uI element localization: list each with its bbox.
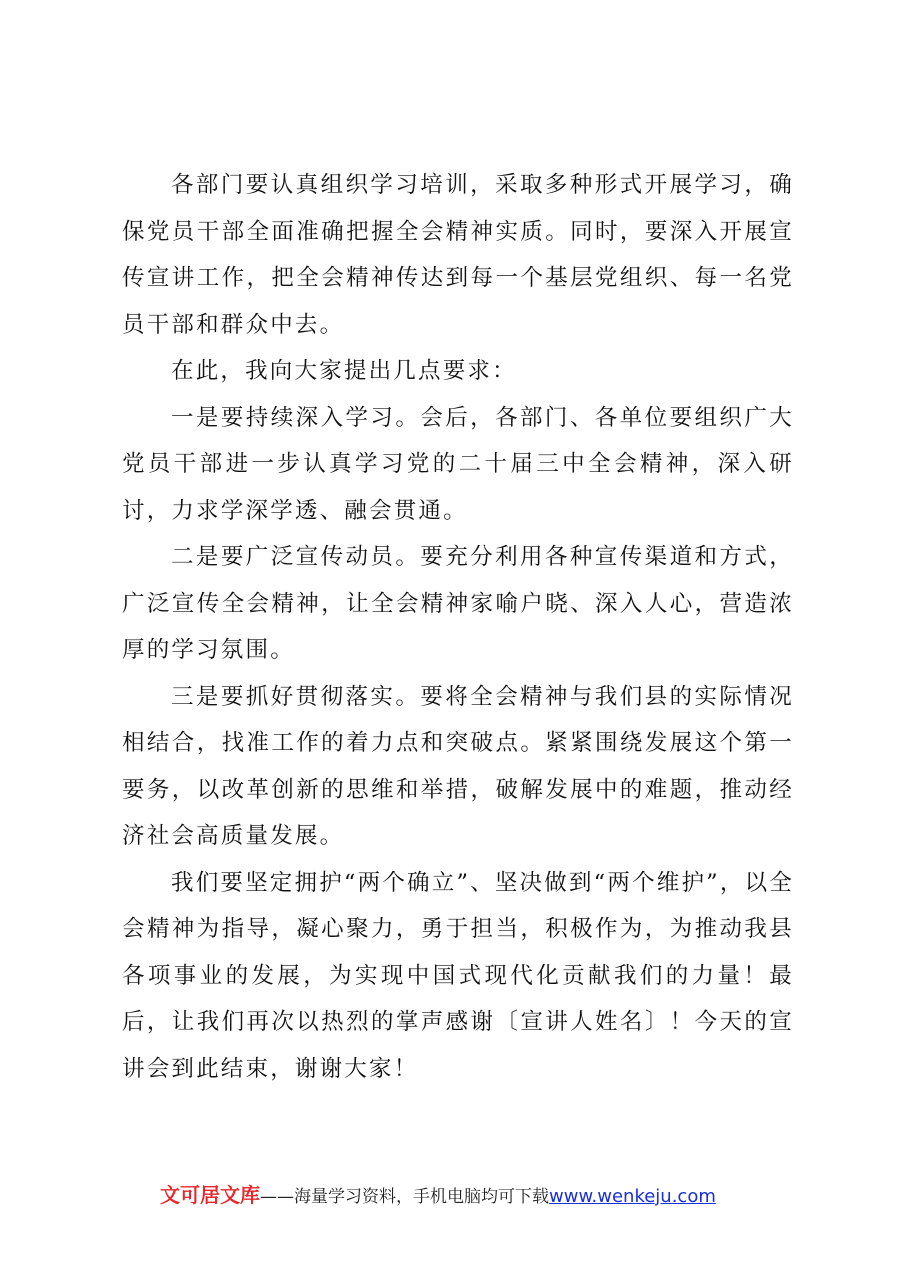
paragraph-requirement-3: 三是要抓好贯彻落实。要将全会精神与我们县的实际情况相结合，找准工作的着力点和突破点。紧紧围绕发展这个第一要务，以改革创新的思维和举措，破解发展中的难题，推动经济社会高质量发展。 — [122, 683, 794, 849]
paragraph-closing: 我们要坚定拥护“两个确立”、坚决做到“两个维护”，以全会精神为指导，凝心聚力，勇于担当，积极作为，为推动我县各项事业的发展，为实现中国式现代化贡献我们的力量！最后，让我们再次以热烈的掌声感谢〔宣讲人姓名〕！今天的宣讲会到此结束，谢谢大家！ — [122, 869, 794, 1082]
paragraph-requirement-1: 一是要持续深入学习。会后，各部门、各单位要组织广大党员干部进一步认真学习党的二十届三中全会精神，深入研讨，力求学深学透、融会贯通。 — [122, 404, 794, 524]
paragraph-requirement-2: 二是要广泛宣传动员。要充分利用各种宣传渠道和方式，广泛宣传全会精神，让全会精神家喻户晓、深入人心，营造浓厚的学习氛围。 — [122, 544, 794, 663]
footer-banner — [160, 1180, 716, 1212]
paragraph-requirements-intro: 在此，我向大家提出几点要求： — [171, 358, 517, 384]
footer-brand: 文可居文库 — [160, 1183, 260, 1207]
document-body — [122, 162, 794, 1092]
footer-tagline: ——海量学习资料，手机电脑均可下载 — [260, 1187, 549, 1207]
footer-site-link[interactable]: www.wenkeju.com — [549, 1186, 716, 1207]
paragraph-training: 各部门要认真组织学习培训，采取多种形式开展学习，确保党员干部全面准确把握全会精神实质。同时，要深入开展宣传宣讲工作，把全会精神传达到每一个基层党组织、每一名党员干部和群众中去。 — [122, 172, 794, 338]
